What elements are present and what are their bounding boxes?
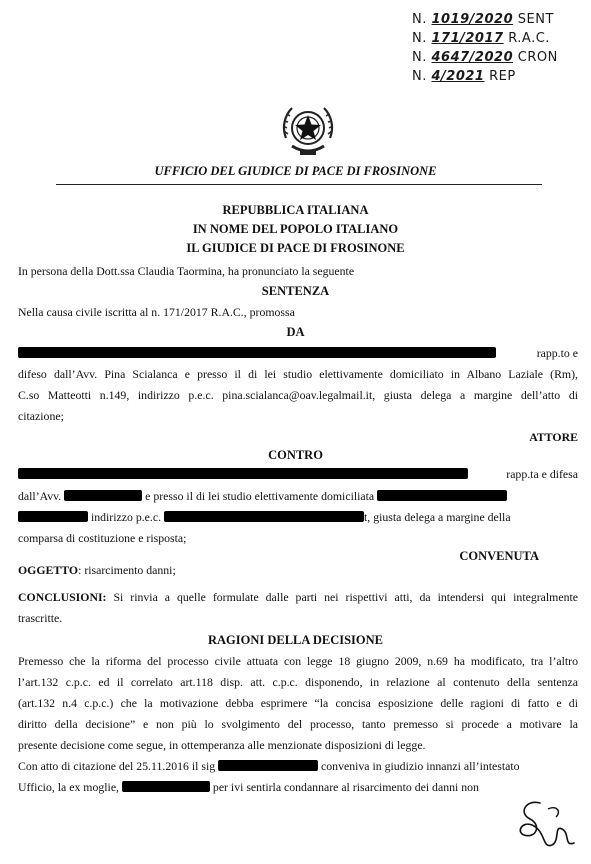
ragioni-heading: RAGIONI DELLA DECISIONE xyxy=(207,633,384,647)
redacted-party-name xyxy=(122,781,210,792)
convenuta-line-1: rapp.ta e difesa xyxy=(18,467,578,482)
redacted-address xyxy=(377,490,507,501)
header-divider xyxy=(56,184,542,185)
redacted-party-name xyxy=(18,347,496,358)
convenuta-line-3: indirizzo p.e.c. t, giusta delega a margine della xyxy=(18,510,578,525)
attore-line-1: rapp.to e xyxy=(18,346,578,361)
conclusioni-line-1: CONCLUSIONI: Si rinvia a quelle formulate dalle parti nei rispettivi atti, da intendersi qui integralmente xyxy=(18,590,578,604)
signature-icon xyxy=(512,795,578,857)
convenuta-label: CONVENUTA xyxy=(459,549,539,563)
redacted-pec xyxy=(164,511,364,522)
convenuta-line-4: comparsa di costituzione e risposta; xyxy=(18,531,187,545)
citazione-line-2: Ufficio, la ex moglie, per ivi sentirla condannare al risarcimento dei danni non xyxy=(18,780,479,794)
convenuta-line-2: dall’Avv. e presso il di lei studio elettivamente domiciliata xyxy=(18,489,578,504)
redacted-party-name xyxy=(18,468,468,479)
sentenza-heading: SENTENZA xyxy=(261,284,330,298)
attore-line-3: C.so Matteotti n.149, indirizzo p.e.c. pina.scialanca@oav.legalmail.it, giusta delega a margine dell’atto di xyxy=(18,388,578,402)
causa-line: Nella causa civile iscritta al n. 171/2017 R.A.C., promossa xyxy=(18,305,295,319)
conclusioni-line-2: trascritte. xyxy=(18,611,63,625)
da-heading: DA xyxy=(286,325,305,339)
redacted-party-name xyxy=(218,760,318,771)
citazione-line-1: Con atto di citazione del 25.11.2016 il sig conveniva in giudizio innanzi all’intestato xyxy=(18,759,520,773)
ragioni-line-3: (art.132 n.4 c.p.c.) che la motivazione debba esprimere “la concisa esposizione delle ragioni di fatto e di xyxy=(18,696,578,710)
attore-line-4: citazione; xyxy=(18,409,64,423)
ragioni-line-1: Premesso che la riforma del processo civile attuata con legge 18 giugno 2009, n.69 ha modificato, tra l’altro xyxy=(18,654,578,668)
attore-label: ATTORE xyxy=(529,430,578,444)
oggetto-line: OGGETTO: risarcimento danni; xyxy=(18,563,176,577)
stamp-line-rac: N. 171/2017 R.A.C. xyxy=(412,31,550,46)
intro-line: In persona della Dott.ssa Claudia Taormina, ha pronunciato la seguente xyxy=(18,264,355,278)
registry-stamp xyxy=(412,12,582,88)
redacted-lawyer-name xyxy=(64,490,142,501)
office-title: UFFICIO DEL GIUDICE DI PACE DI FROSINONE xyxy=(154,164,437,178)
ragioni-line-4: diritto della decisione” e non più lo svolgimento del processo, tanto premesso si procede a motivare la xyxy=(18,717,578,731)
header-giudice: IL GIUDICE DI PACE DI FROSINONE xyxy=(186,241,405,255)
ragioni-line-5: presente decisione come segue, in ottemperanza alle menzionate disposizioni di legge. xyxy=(18,738,426,752)
header-repubblica: REPUBBLICA ITALIANA xyxy=(222,203,369,217)
stamp-line-cron: N. 4647/2020 CRON xyxy=(412,50,558,65)
header-popolo: IN NOME DEL POPOLO ITALIANO xyxy=(192,222,399,236)
republic-emblem-icon xyxy=(278,98,338,164)
stamp-line-rep: N. 4/2021 REP xyxy=(412,69,516,84)
contro-heading: CONTRO xyxy=(268,448,323,462)
stamp-line-sent: N. 1019/2020 SENT xyxy=(412,12,554,27)
ragioni-line-2: l’art.132 c.p.c. ed il correlato art.118 disp. att. c.p.c. disponendo, in relazione al contenuto della sentenza xyxy=(18,675,578,689)
redacted-address xyxy=(18,511,88,522)
attore-line-2: difeso dall’Avv. Pina Scialanca e presso il di lei studio elettivamente domiciliato in Albano Laziale (Rm), xyxy=(18,367,578,381)
